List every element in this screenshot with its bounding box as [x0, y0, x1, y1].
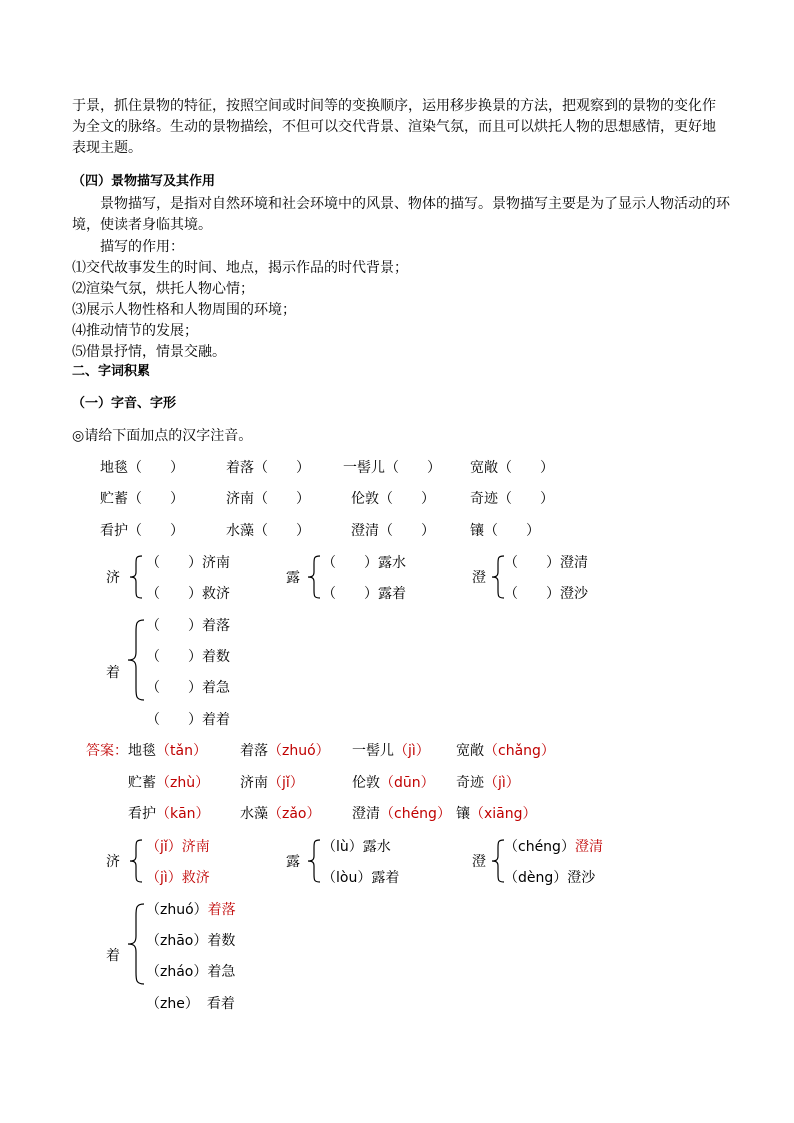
answer-pinyin: （xiāng） [470, 806, 537, 822]
answer-word: 着数 [207, 933, 236, 949]
question-item: （ ）澄沙 [504, 586, 588, 602]
answer-word: 看护 [128, 806, 156, 822]
answer-word: 露着 [371, 870, 400, 886]
answer-pinyin: （zǎo） [268, 806, 321, 822]
definition-line-2: 境，使读者身临其境。 [72, 217, 212, 233]
answer-pinyin: （lòu） [322, 870, 372, 886]
answer-item [240, 804, 321, 824]
polyphone-char: 济 [106, 570, 120, 586]
answer-item [146, 931, 235, 951]
answer-pinyin: （dūn） [380, 775, 435, 791]
question-item: （ ）着数 [146, 649, 230, 665]
polyphone-char: 澄 [472, 570, 486, 586]
answer-word: 澄清 [352, 806, 380, 822]
answer-item [504, 837, 603, 857]
answer-pinyin: （chéng） [380, 806, 451, 822]
answer-word: 济南 [181, 839, 210, 855]
function-item: ⑸借景抒情，情景交融。 [72, 344, 226, 360]
answer-item [352, 773, 435, 793]
answer-pinyin: （jì） [146, 870, 182, 886]
answer-pinyin: （lù） [322, 839, 363, 855]
question-item: （ ）着落 [146, 618, 230, 634]
answer-pinyin: （zhe） [146, 996, 199, 1012]
answer-pinyin: （dèng） [504, 870, 568, 886]
answer-item [456, 741, 555, 761]
answer-pinyin: （jǐ） [268, 775, 304, 791]
answer-word: 伦敦 [352, 775, 380, 791]
question-item: 地毯（ ） [100, 460, 184, 476]
answer-item [146, 994, 235, 1014]
question-item: （ ）着急 [146, 680, 230, 696]
section-heading: （四）景物描写及其作用 [72, 174, 216, 189]
answer-label: 答案： [86, 743, 128, 759]
question-item: （ ）露水 [322, 555, 406, 571]
answer-word: 看着 [206, 996, 235, 1012]
question-item: 澄清（ ） [351, 523, 435, 539]
answer-word: 救济 [181, 870, 210, 886]
polyphone-char: 着 [106, 948, 120, 964]
answer-word: 水藻 [240, 806, 268, 822]
answer-word: 济南 [240, 775, 268, 791]
answer-word: 贮蓄 [128, 775, 156, 791]
answer-word: 着落 [240, 743, 268, 759]
answer-item [322, 837, 391, 857]
answer-word: 澄沙 [567, 870, 596, 886]
answer-pinyin: （zhuó） [146, 902, 208, 918]
answer-item [240, 741, 330, 761]
answer-item [146, 900, 236, 920]
answer-item [146, 962, 235, 982]
question-item: （ ）救济 [146, 586, 230, 602]
sub-heading: （一）字音、字形 [72, 396, 177, 411]
answer-item [128, 804, 210, 824]
question-item: （ ）济南 [146, 555, 230, 571]
answer-pinyin: （zhāo） [146, 933, 208, 949]
question-item: 水藻（ ） [226, 523, 310, 539]
answer-item [504, 868, 595, 888]
intro-line-3: 表现主题。 [72, 140, 142, 156]
polyphone-char: 露 [286, 570, 300, 586]
brace-icon [128, 838, 144, 884]
answer-item [456, 773, 520, 793]
question-item: （ ）露着 [322, 586, 406, 602]
brace-icon [128, 554, 144, 600]
answer-item [322, 868, 399, 888]
answer-pinyin: （jǐ） [146, 839, 182, 855]
brace-icon [126, 902, 146, 986]
answer-word: 奇迹 [456, 775, 484, 791]
question-item: 济南（ ） [226, 491, 310, 507]
answer-item [128, 741, 207, 761]
answer-item [146, 868, 210, 888]
polyphone-char: 露 [286, 854, 300, 870]
function-item: ⑶展示人物性格和人物周围的环境； [72, 302, 296, 318]
function-item: ⑴交代故事发生的时间、地点，揭示作品的时代背景； [72, 260, 408, 276]
question-item: 着落（ ） [226, 460, 310, 476]
function-label: 描写的作用： [100, 239, 184, 255]
answer-pinyin: （tǎn） [156, 743, 207, 759]
answer-pinyin: （jì） [394, 743, 430, 759]
brace-icon [306, 554, 322, 600]
answer-item [352, 741, 430, 761]
answer-pinyin: （chéng） [504, 839, 575, 855]
question-item: （ ）澄清 [504, 555, 588, 571]
function-item: ⑵渲染气氛，烘托人物心情； [72, 281, 254, 297]
answer-word: 地毯 [128, 743, 156, 759]
question-item: 宽敞（ ） [470, 460, 554, 476]
question-item: 看护（ ） [100, 523, 184, 539]
answer-item [240, 773, 304, 793]
polyphone-char: 着 [106, 665, 120, 681]
answer-word: 一髻儿 [352, 743, 394, 759]
polyphone-char: 济 [106, 854, 120, 870]
answer-item [456, 804, 537, 824]
answer-word: 宽敞 [456, 743, 484, 759]
brace-icon [126, 618, 146, 702]
part-heading: 二、字词积累 [72, 364, 151, 379]
intro-line-1: 于景，抓住景物的特征，按照空间或时间等的变换顺序，运用移步换景的方法，把观察到的景物的变化作 [72, 98, 716, 114]
question-item: 奇迹（ ） [470, 491, 554, 507]
answer-item [128, 773, 209, 793]
question-item: 镶（ ） [470, 523, 540, 539]
answer-pinyin: （kān） [156, 806, 210, 822]
intro-line-2: 为全文的脉络。生动的景物描绘，不但可以交代背景、渲染气氛，而且可以烘托人物的思想感情，更好地 [72, 119, 716, 135]
instruction: ◎请给下面加点的汉字注音。 [72, 428, 253, 444]
answer-pinyin: （zhù） [156, 775, 210, 791]
answer-item [146, 837, 210, 857]
answer-pinyin: （chǎng） [484, 743, 555, 759]
answer-word: 镶 [456, 806, 470, 822]
answer-pinyin: （zháo） [146, 964, 208, 980]
polyphone-char: 澄 [472, 854, 486, 870]
answer-pinyin: （jì） [484, 775, 520, 791]
question-item: 伦敦（ ） [351, 491, 435, 507]
question-item: 贮蓄（ ） [100, 491, 184, 507]
answer-word: 着落 [207, 902, 236, 918]
brace-icon [306, 838, 322, 884]
answer-word: 澄清 [574, 839, 603, 855]
answer-word: 着急 [207, 964, 236, 980]
answer-item [352, 804, 451, 824]
function-item: ⑷推动情节的发展； [72, 323, 198, 339]
definition-line-1: 景物描写，是指对自然环境和社会环境中的风景、物体的描写。景物描写主要是为了显示人物活动的环 [100, 196, 730, 212]
answer-pinyin: （zhuó） [268, 743, 330, 759]
answer-word: 露水 [362, 839, 391, 855]
question-item: 一髻儿（ ） [343, 460, 441, 476]
question-item: （ ）着着 [146, 712, 230, 728]
